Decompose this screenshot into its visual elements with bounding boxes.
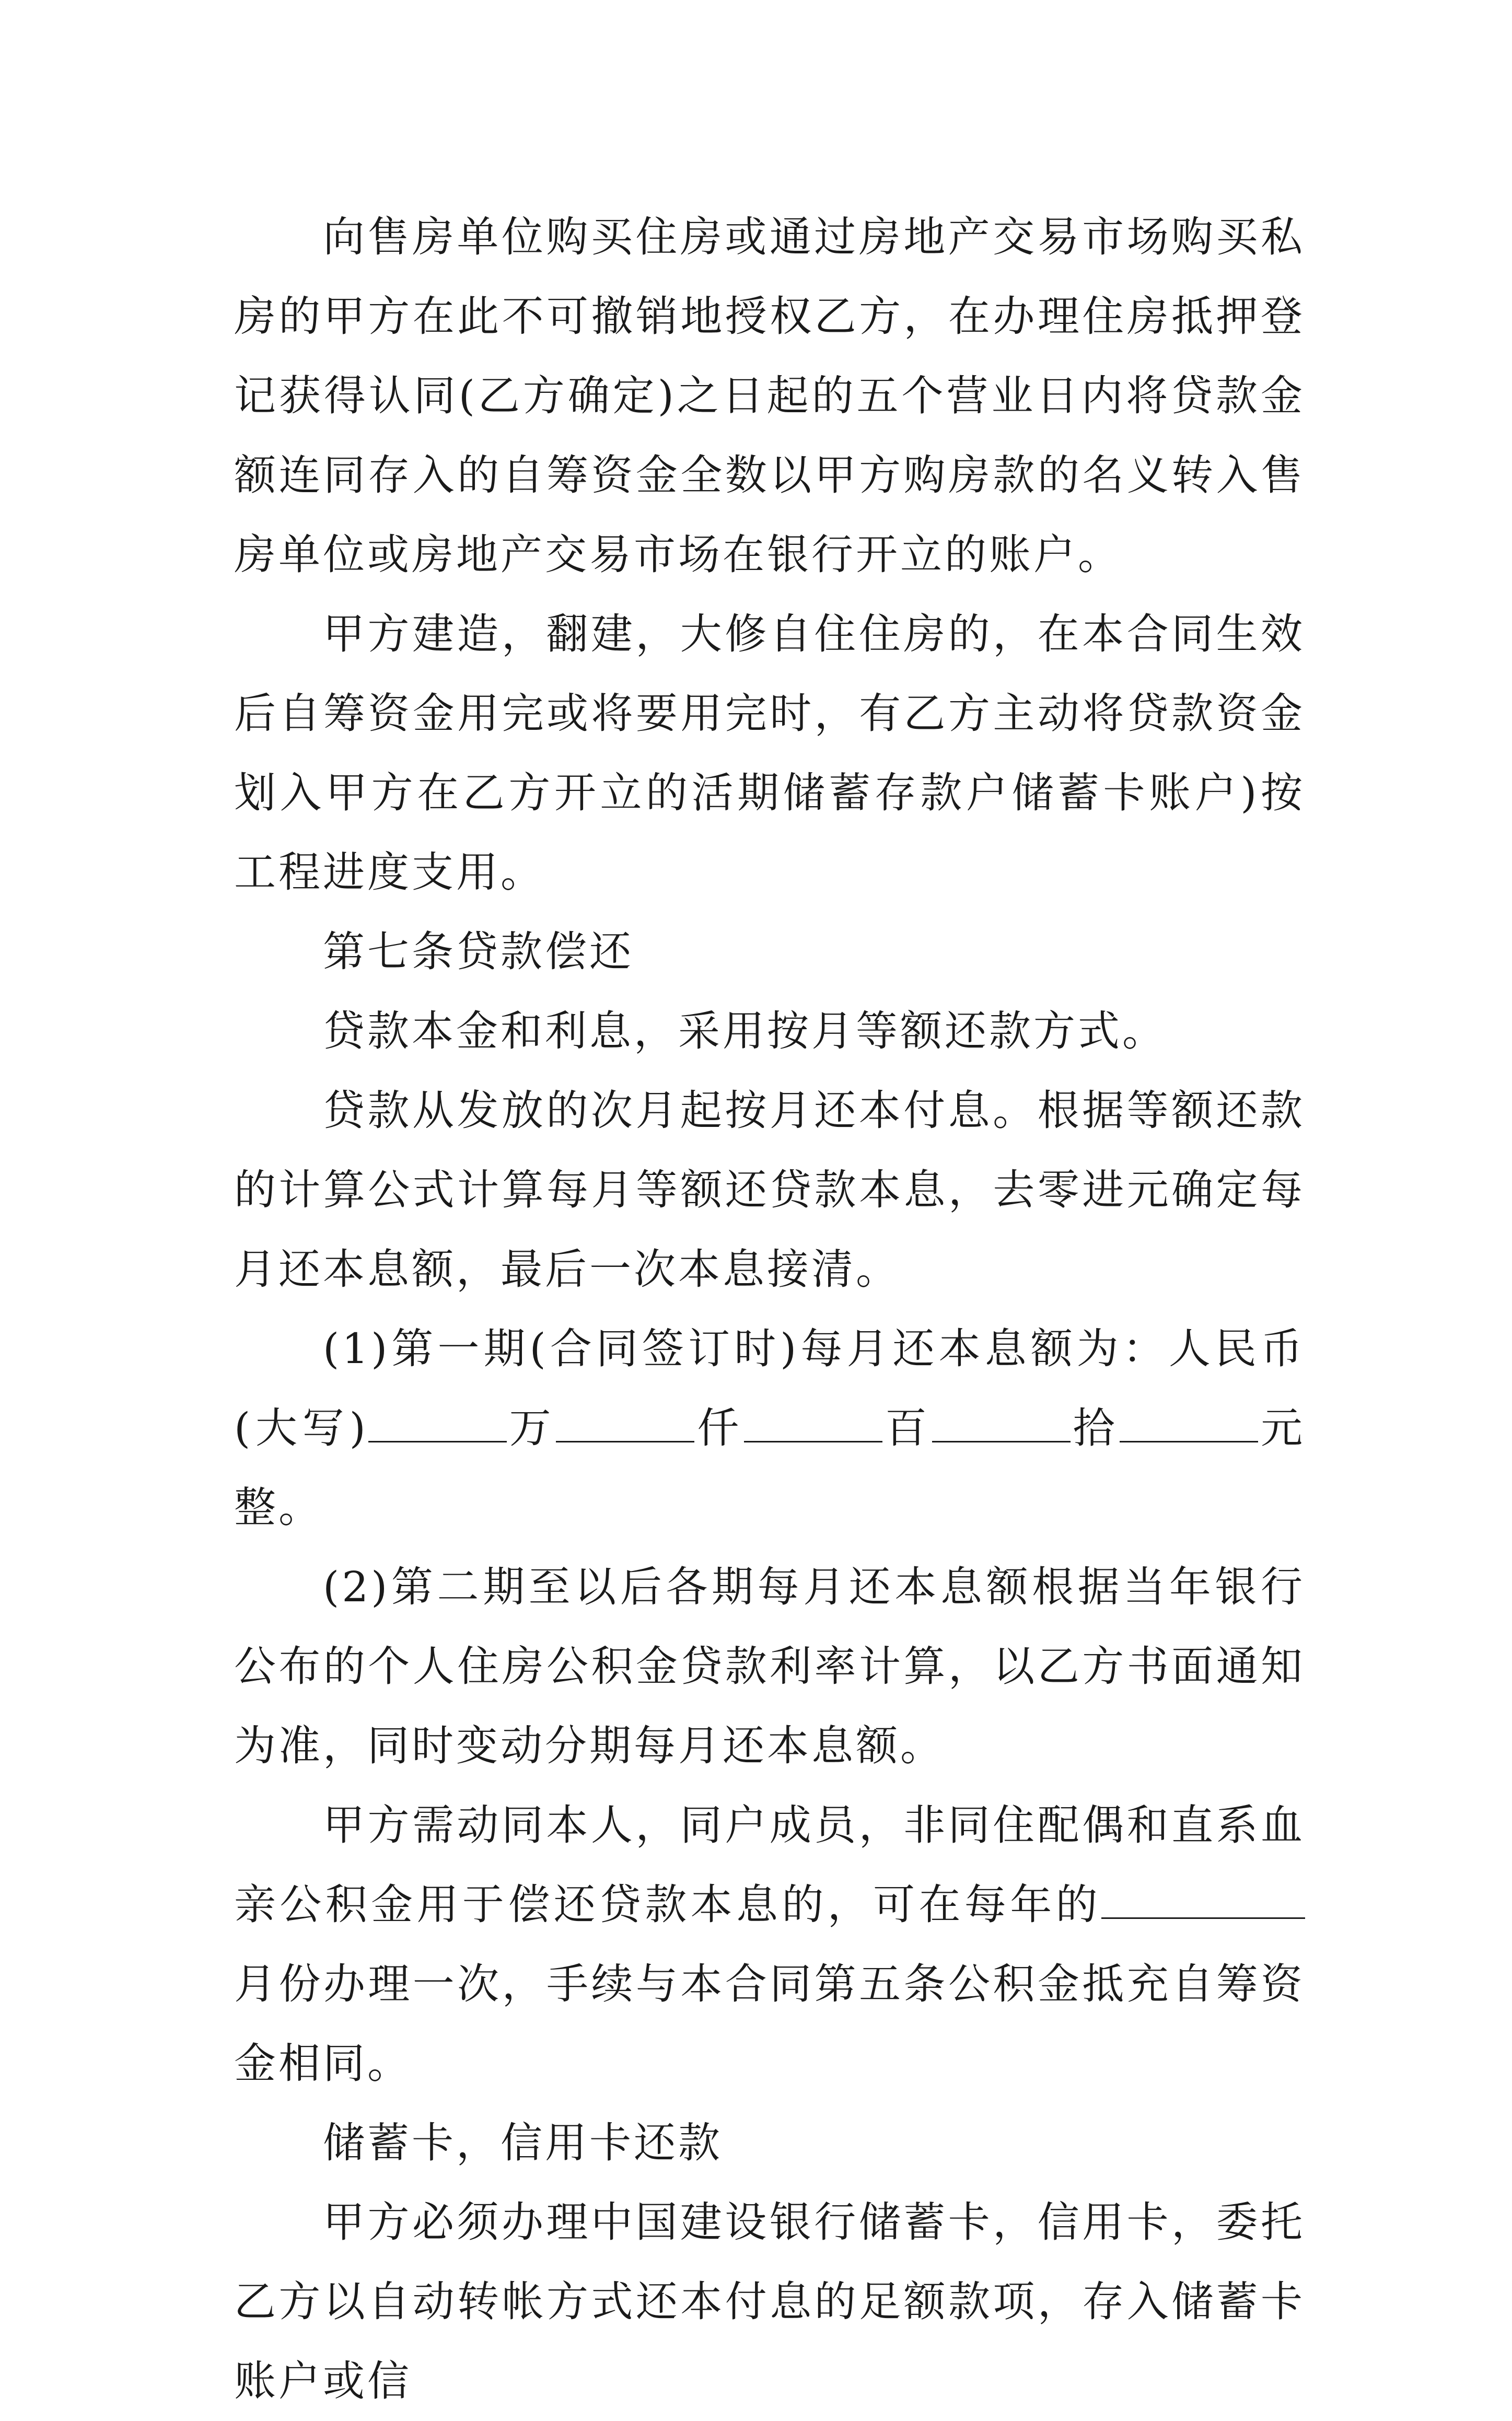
first-period-prefix: (1)第一期(合同签订时)每月还本息额为：人民币(大写) (234, 1324, 1305, 1452)
blank-field-month[interactable] (1101, 1884, 1305, 1919)
paragraph-construction-funds: 甲方建造，翻建，大修自住住房的，在本合同生效后自筹资金用完或将要用完时，有乙方主动将贷款资金划入甲方在乙方开立的活期储蓄存款户储蓄卡账户)按工程进度支用。 (234, 610, 1305, 897)
document-body (234, 197, 1305, 2421)
blank-field-shi[interactable] (932, 1407, 1071, 1442)
blank-field-bai[interactable] (744, 1407, 882, 1442)
unit-qian: 仟 (694, 1404, 745, 1452)
provident-fund-text-after: 月份办理一次，手续与本合同第五条公积金抵充自筹资金相同。 (234, 1960, 1305, 2088)
heading-article-seven: 第七条贷款偿还 (323, 927, 634, 976)
provident-fund-text-before: 甲方需动同本人，同户成员，非同住配偶和直系血亲公积金用于偿还贷款本息的，可在每年的 (234, 1801, 1305, 1929)
heading-card-repayment: 储蓄卡，信用卡还款 (323, 2119, 723, 2167)
paragraph-purchase-authorization: 向售房单位购买住房或通过房地产交易市场购买私房的甲方在此不可撤销地授权乙方，在办理住房抵押登记获得认同(乙方确定)之日起的五个营业日内将贷款金额连同存入的自筹资金全数以甲方购房款的名义转入售房单位或房地产交易市场在银行开立的账户。 (234, 213, 1305, 579)
paragraph-provident-fund-repayment (234, 1786, 1305, 2103)
paragraph-first-period-amount (234, 1309, 1305, 1547)
paragraph-repayment-method: 贷款本金和利息，采用按月等额还款方式。 (323, 1007, 1167, 1055)
blank-field-yuan[interactable] (1120, 1407, 1258, 1442)
paragraph-repayment-schedule: 贷款从发放的次月起按月还本付息。根据等额还款的计算公式计算每月等额还贷款本息，去零进元确定每月还本息额，最后一次本息接清。 (234, 1086, 1305, 1294)
blank-field-qian[interactable] (556, 1407, 694, 1442)
paragraph-card-requirement: 甲方必须办理中国建设银行储蓄卡，信用卡，委托乙方以自动转帐方式还本付息的足额款项，存入储蓄卡账户或信 (234, 2198, 1305, 2405)
unit-bai: 百 (882, 1404, 932, 1452)
first-period-suffix: 元整。 (234, 1404, 1306, 1532)
unit-wan: 万 (506, 1404, 556, 1452)
blank-field-wan[interactable] (368, 1407, 507, 1442)
paragraph-second-period-amount: (2)第二期至以后各期每月还本息额根据当年银行公布的个人住房公积金贷款利率计算，以乙方书面通知为准，同时变动分期每月还本息额。 (234, 1563, 1305, 1770)
unit-shi: 拾 (1070, 1404, 1120, 1452)
